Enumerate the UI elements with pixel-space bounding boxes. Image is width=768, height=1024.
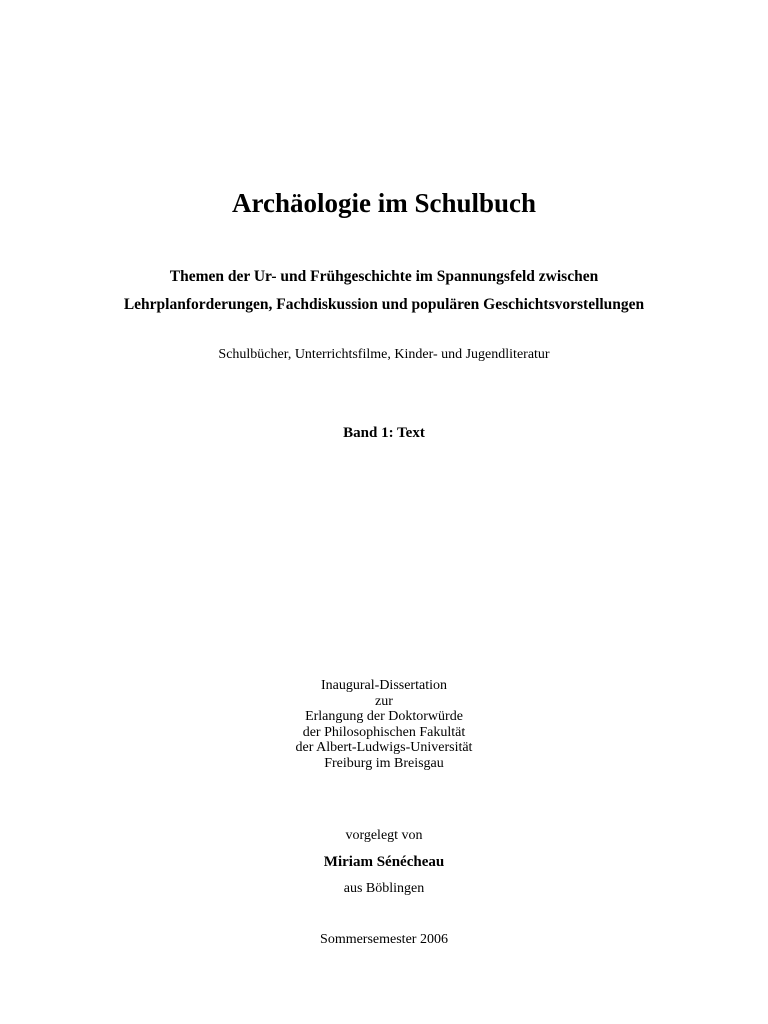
author-origin: aus Böblingen xyxy=(343,881,425,896)
volume-label: Band 1: Text xyxy=(343,425,425,441)
dissertation-line: Freiburg im Breisgau xyxy=(324,755,444,771)
dissertation-line: Inaugural-Dissertation xyxy=(321,678,447,693)
author-name: Miriam Sénécheau xyxy=(323,854,445,870)
document-title: Archäologie im Schulbuch xyxy=(231,188,537,218)
dissertation-line: Erlangung der Doktorwürde xyxy=(305,709,463,725)
semester-label: Sommersemester 2006 xyxy=(320,932,448,947)
dissertation-line: zur xyxy=(375,693,393,709)
dissertation-line: der Albert-Ludwigs-Universität xyxy=(295,740,473,756)
scope-line: Schulbücher, Unterrichtsfilme, Kinder- und Jugendliteratur xyxy=(218,347,550,362)
dissertation-line: der Philosophischen Fakultät xyxy=(302,724,466,740)
submitted-by-label: vorgelegt von xyxy=(345,828,423,843)
dissertation-block xyxy=(0,678,768,772)
subtitle-line-1: Themen der Ur- und Frühgeschichte im Spannungsfeld zwischen xyxy=(169,268,599,285)
subtitle-line-2: Lehrplanforderungen, Fachdiskussion und populären Geschichtsvorstellungen xyxy=(123,296,645,313)
